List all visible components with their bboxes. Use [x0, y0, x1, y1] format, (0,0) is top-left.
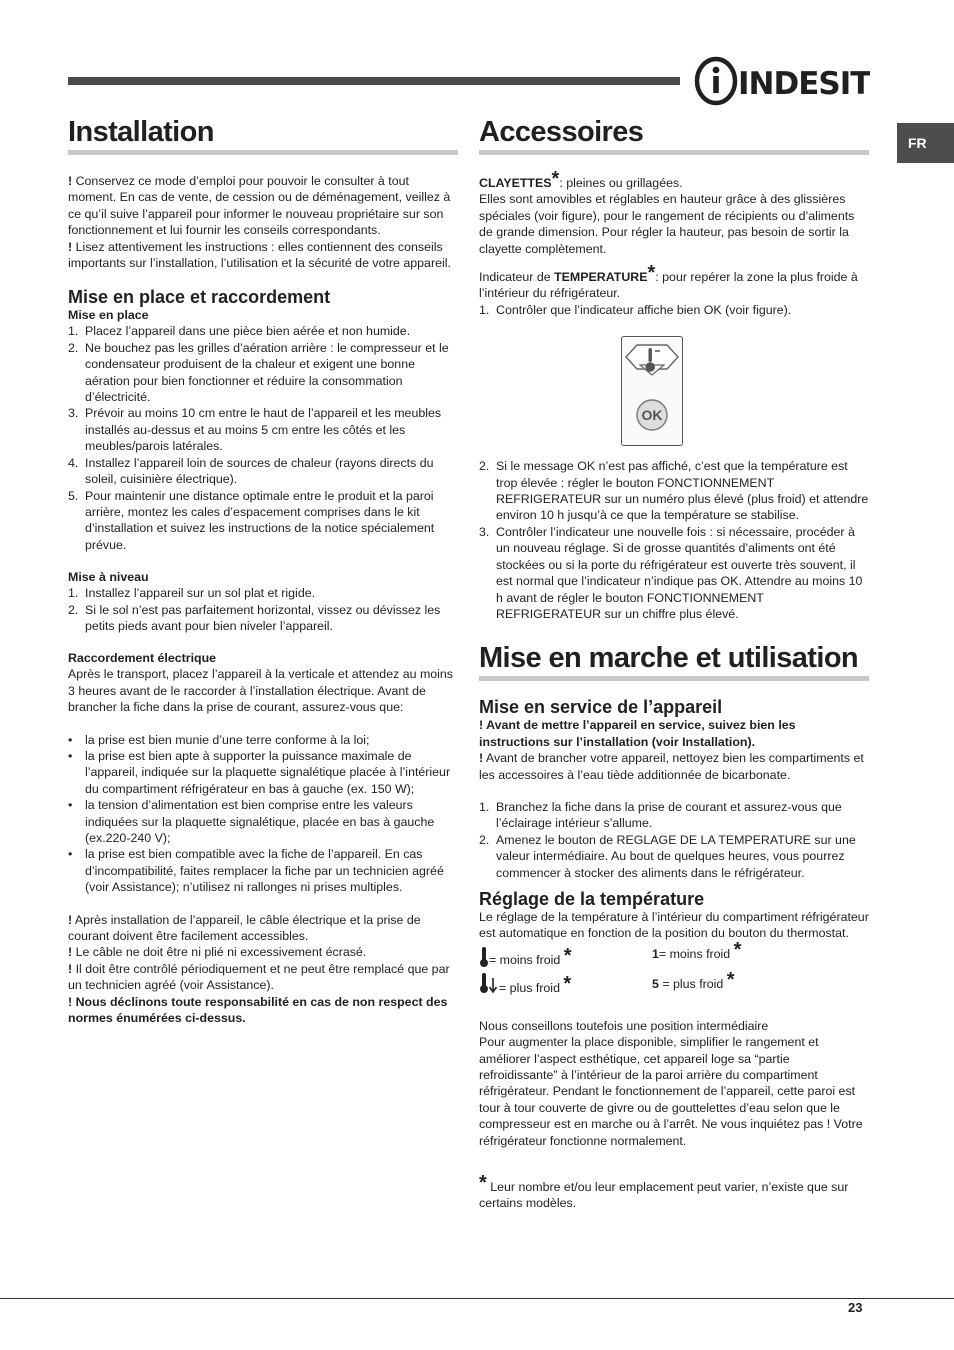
intro-paragraph-2: ! Lisez attentivement les instructions : elles contiennent des conseils importants sur l’installation, l’utilisation et la sécurité de votre appareil.: [68, 239, 451, 271]
electrical-subtitle: Raccordement électrique: [68, 651, 217, 666]
asterisk-icon: *: [726, 968, 735, 991]
service-subtitle: Mise en service de l’appareil: [479, 697, 723, 718]
indicator-check-list: [479, 302, 869, 318]
temperature-indicator-line: Indicateur de TEMPERATURE*: pour repérer la zone la plus froide à l’intérieur du réfrigérateur.: [479, 262, 858, 301]
list-item: • la prise est bien munie d’une terre conforme à la loi;: [68, 732, 458, 748]
legend-colder: = plus froid *: [479, 972, 571, 996]
service-steps: [479, 799, 869, 881]
language-tab: FR: [897, 123, 954, 163]
temperature-setting-text: Le réglage de la température à l’intérieur du compartiment réfrigérateur est automatique en fonction de la position du bouton du thermostat.: [479, 909, 869, 941]
asterisk-icon: *: [479, 1172, 487, 1195]
list-item: 1. Contrôler que l’indicateur affiche bien OK (voir figure).: [479, 302, 792, 317]
service-warning: ! Avant de mettre l’appareil en service, suivez bien les instructions sur l’installation (voir Installation).: [479, 718, 796, 749]
intro-paragraph-1: ! Conservez ce mode d’emploi pour pouvoir le consulter à tout moment. En cas de vente, de cession ou de déménagement, veillez à ce qu’il suive l’appareil pour informer le nouveau propriétaire sur son fonctionnement et lui fournir les conseils correspondants.: [68, 174, 451, 238]
temperature-indicator-figure: [621, 336, 683, 446]
warning-cable-bend: ! Le câble ne doit être ni plié ni excessivement écrasé.: [68, 945, 367, 960]
asterisk-icon: *: [647, 262, 656, 285]
page-number: 23: [848, 1300, 863, 1315]
indicator-steps: [479, 458, 869, 622]
placement-subtitle: Mise en place: [68, 308, 149, 323]
electrical-paragraph: Après le transport, placez l’appareil à la verticale et attendez au moins 3 heures avant de le raccorder à l’installation électrique. Avant de brancher la fiche dans la prise de courant, assurez-vous que:: [68, 667, 454, 715]
list-item: 4. Installez l’appareil loin de sources de chaleur (rayons directs du soleil, cuisinière électrique).: [68, 455, 434, 487]
liability-warning: ! Nous déclinons toute responsabilité en cas de non respect des normes énumérées ci-dessus.: [68, 994, 448, 1026]
indicator-diagram: [622, 337, 682, 445]
thermometer-cold-icon: [479, 972, 499, 996]
placement-section-title: Mise en place et raccordement: [68, 287, 331, 308]
footnote: * Leur nombre et/ou leur emplacement peut varier, n’existe que sur certains modèles.: [479, 1172, 849, 1211]
list-item: • la tension d’alimentation est bien comprise entre les valeurs indiquées sur la plaquette signalétique, placée en bas à gauche (ex.220-240 V);: [68, 797, 458, 846]
list-item: 3. Prévoir au moins 10 cm entre le haut de l’appareil et les meubles installés au-dessus et au moins 5 cm entre les côtés et les meubles/parois latérales.: [68, 406, 442, 454]
placement-list: [68, 323, 458, 553]
leveling-subtitle: Mise à niveau: [68, 570, 149, 585]
thermometer-icon: [479, 946, 489, 968]
asterisk-icon: *: [563, 972, 572, 995]
list-item: 3. Contrôler l’indicateur une nouvelle fois : si nécessaire, procéder à un nouveau réglage. Si de grosse quantités d’aliments ont été stockées ou si la porte du réfrigérateur est ouverte très souvent, il est normal que l’indicateur n’indique pas OK. Attendre au moins 10 h avant de régler le bouton FONCTIONNEMENT REFRIGERATEUR sur un chiffre plus élevé.: [479, 524, 863, 621]
list-item: 2. Si le message OK n’est pas affiché, c’est que la température est trop élevée : régler le bouton FONCTIONNEMENT REFRIGERATEUR sur un numéro plus élevé (plus froid) et attendre environ 10 h jusqu’à ce que la température se stabilise.: [479, 459, 869, 523]
warning-cable-check: ! Il doit être contrôlé périodiquement et ne peut être remplacé que par un technicien agréé (voir Assistance).: [68, 961, 450, 993]
warning-cable-access: ! Après installation de l’appareil, le câble électrique et la prise de courant doivent être facilement accessibles.: [68, 912, 421, 944]
leveling-list: [68, 585, 458, 634]
legend-five: 5 = plus froid *: [652, 968, 735, 991]
ok-label: OK: [641, 407, 663, 424]
thermostat-legend: [479, 938, 869, 1000]
advice-text: Nous conseillons toutefois une position intermédiaire: [479, 1018, 769, 1033]
svg-text:INDESIT: INDESIT: [738, 66, 870, 102]
accessories-column: [479, 116, 869, 1212]
cooling-wall-text: Pour augmenter la place disponible, simplifier le rangement et améliorer l’aspect esthétique, cet appareil loge sa “partie refroidissante” à l’intérieur de la paroi arrière du compartiment réfrigérateur. Pendant le fonctionnement de l’appareil, cette paroi est tour à tour couverte de givre ou de gouttelettes d’eau selon que le compresseur est en marche ou à l’arrêt. Ne vous inquiétez pas ! Votre réfrigérateur fonctionne normalement.: [479, 1035, 863, 1148]
asterisk-icon: *: [563, 944, 572, 967]
asterisk-icon: *: [733, 938, 742, 961]
shelves-line: CLAYETTES*: pleines ou grillagées.: [479, 168, 683, 190]
indesit-logo: [694, 56, 870, 106]
shelves-description: Elles sont amovibles et réglables en hauteur grâce à des glissières spéciales (voir figure), pour le rangement de récipients ou d’aliments de grande dimension. Pour régler la hauteur, pas besoin de sortir la clayette complètement.: [479, 192, 855, 256]
list-item: 2. Amenez le bouton de REGLAGE DE LA TEMPERATURE sur une valeur intermédiaire. Au bout de quelques heures, vous pourrez commencer à stocker des aliments dans le réfrigérateur.: [479, 832, 856, 880]
installation-title: Installation: [68, 116, 458, 155]
footer-rule: [0, 1298, 954, 1299]
list-item: • la prise est bien apte à supporter la puissance maximale de l’appareil, indiquée sur la plaquette signalétique placée à l’intérieur du compartiment réfrigérateur en bas à gauche (ex. 150 W);: [68, 748, 458, 797]
legend-one: 1= moins froid *: [652, 938, 742, 961]
list-item: • la prise est bien compatible avec la fiche de l’appareil. En cas d’incompatibilité, faites remplacer la fiche par un technicien agréé (voir Assistance); n’utilisez ni rallonges ni prises multiples.: [68, 846, 458, 895]
list-item: 1. Placez l’appareil dans une pièce bien aérée et non humide.: [68, 324, 411, 339]
header-rule: [68, 77, 680, 85]
legend-less-cold: = moins froid *: [479, 946, 572, 968]
service-note: ! Avant de brancher votre appareil, nettoyez bien les compartiments et les accessoires à l’eau tiède additionnée de bicarbonate.: [479, 751, 864, 782]
list-item: 2. Ne bouchez pas les grilles d’aération arrière : le compresseur et le condensateur produisent de la chaleur et exigent une bonne aération pour bien fonctionner et réduire la consommation d’électricité.: [68, 340, 449, 405]
list-item: 2. Si le sol n’est pas parfaitement horizontal, vissez ou dévissez les petits pieds avant pour bien niveler l’appareil.: [68, 602, 441, 633]
list-item: 5. Pour maintenir une distance optimale entre le produit et la paroi arrière, montez les cales d’espacement comprises dans le kit d’installation et suivez les instructions de la notice spécialement prévue.: [68, 488, 435, 552]
installation-column: [68, 116, 458, 1026]
list-item: 1. Branchez la fiche dans la prise de courant et assurez-vous que l’éclairage intérieur s’allume.: [479, 799, 842, 831]
asterisk-icon: *: [551, 168, 560, 190]
list-item: 1. Installez l’appareil sur un sol plat et rigide.: [68, 586, 316, 601]
startup-usage-title: Mise en marche et utilisation: [479, 642, 869, 681]
accessories-title: Accessoires: [479, 116, 869, 155]
electrical-checklist: [68, 732, 458, 896]
temperature-setting-subtitle: Réglage de la température: [479, 888, 705, 909]
